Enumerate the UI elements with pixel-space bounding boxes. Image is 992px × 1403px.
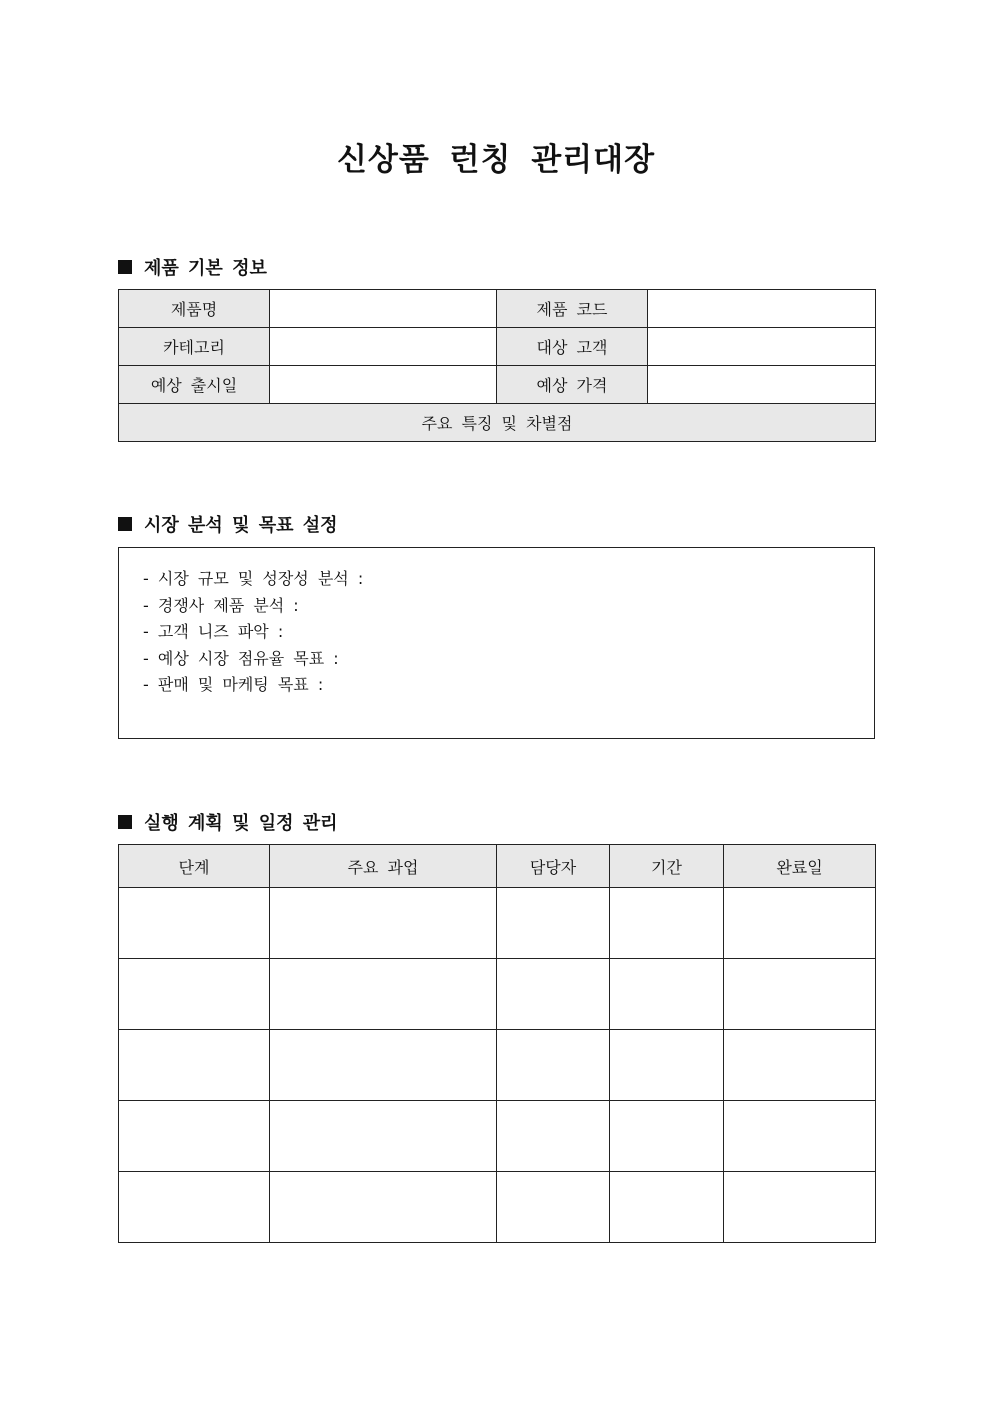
- period-cell[interactable]: [610, 1101, 724, 1172]
- market-analysis-heading-text: 시장 분석 및 목표 설정: [144, 515, 338, 536]
- table-row: [119, 404, 876, 442]
- basic-info-table: [118, 289, 876, 442]
- owner-cell[interactable]: [497, 1172, 610, 1243]
- product-code-field[interactable]: [648, 290, 876, 328]
- stage-cell[interactable]: [119, 1101, 270, 1172]
- square-bullet-icon: [118, 260, 132, 274]
- column-header-completion-date: 완료일: [724, 845, 876, 888]
- stage-cell[interactable]: [119, 959, 270, 1030]
- period-cell[interactable]: [610, 1030, 724, 1101]
- target-customer-field[interactable]: [648, 328, 876, 366]
- product-name-label: 제품명: [119, 290, 270, 328]
- release-date-label: 예상 출시일: [119, 366, 270, 404]
- release-date-field[interactable]: [270, 366, 497, 404]
- main-task-cell[interactable]: [270, 1101, 497, 1172]
- features-label: 주요 특징 및 차별점: [119, 404, 876, 442]
- market-analysis-list: [119, 548, 874, 699]
- expected-price-label: 예상 가격: [497, 366, 648, 404]
- main-task-cell[interactable]: [270, 888, 497, 959]
- owner-cell[interactable]: [497, 959, 610, 1030]
- owner-cell[interactable]: [497, 888, 610, 959]
- execution-plan-table: [118, 844, 876, 1243]
- owner-cell[interactable]: [497, 1101, 610, 1172]
- page-title: 신상품 런칭 관리대장: [336, 142, 656, 178]
- table-row: [119, 959, 876, 1030]
- table-row: [119, 1172, 876, 1243]
- basic-info-heading-text: 제품 기본 정보: [144, 258, 267, 279]
- column-header-period: 기간: [610, 845, 724, 888]
- table-row: [119, 328, 876, 366]
- main-task-cell[interactable]: [270, 959, 497, 1030]
- table-row: [119, 1030, 876, 1101]
- list-item: - 시장 규모 및 성장성 분석 :: [143, 569, 364, 588]
- product-name-field[interactable]: [270, 290, 497, 328]
- stage-cell[interactable]: [119, 1172, 270, 1243]
- table-row: [119, 1101, 876, 1172]
- completion-date-cell[interactable]: [724, 959, 876, 1030]
- market-analysis-box[interactable]: [118, 547, 875, 739]
- basic-info-heading: [118, 254, 267, 280]
- table-header-row: [119, 845, 876, 888]
- list-item: - 판매 및 마케팅 목표 :: [143, 675, 324, 694]
- list-item: - 고객 니즈 파악 :: [143, 622, 284, 641]
- stage-cell[interactable]: [119, 888, 270, 959]
- period-cell[interactable]: [610, 959, 724, 1030]
- category-label: 카테고리: [119, 328, 270, 366]
- column-header-owner: 담당자: [497, 845, 610, 888]
- column-header-main-task: 주요 과업: [270, 845, 497, 888]
- square-bullet-icon: [118, 517, 132, 531]
- period-cell[interactable]: [610, 888, 724, 959]
- list-item: - 예상 시장 점유율 목표 :: [143, 648, 339, 668]
- table-row: [119, 888, 876, 959]
- execution-plan-heading: [118, 809, 338, 835]
- completion-date-cell[interactable]: [724, 1172, 876, 1243]
- completion-date-cell[interactable]: [724, 1030, 876, 1101]
- owner-cell[interactable]: [497, 1030, 610, 1101]
- table-row: [119, 366, 876, 404]
- main-task-cell[interactable]: [270, 1172, 497, 1243]
- market-analysis-heading: [118, 511, 338, 537]
- target-customer-label: 대상 고객: [497, 328, 648, 366]
- expected-price-field[interactable]: [648, 366, 876, 404]
- period-cell[interactable]: [610, 1172, 724, 1243]
- main-task-cell[interactable]: [270, 1030, 497, 1101]
- table-row: [119, 290, 876, 328]
- column-header-stage: 단계: [119, 845, 270, 888]
- list-item: - 경쟁사 제품 분석 :: [143, 595, 299, 615]
- execution-plan-heading-text: 실행 계획 및 일정 관리: [144, 813, 338, 834]
- completion-date-cell[interactable]: [724, 1101, 876, 1172]
- product-code-label: 제품 코드: [497, 290, 648, 328]
- stage-cell[interactable]: [119, 1030, 270, 1101]
- category-field[interactable]: [270, 328, 497, 366]
- completion-date-cell[interactable]: [724, 888, 876, 959]
- square-bullet-icon: [118, 815, 132, 829]
